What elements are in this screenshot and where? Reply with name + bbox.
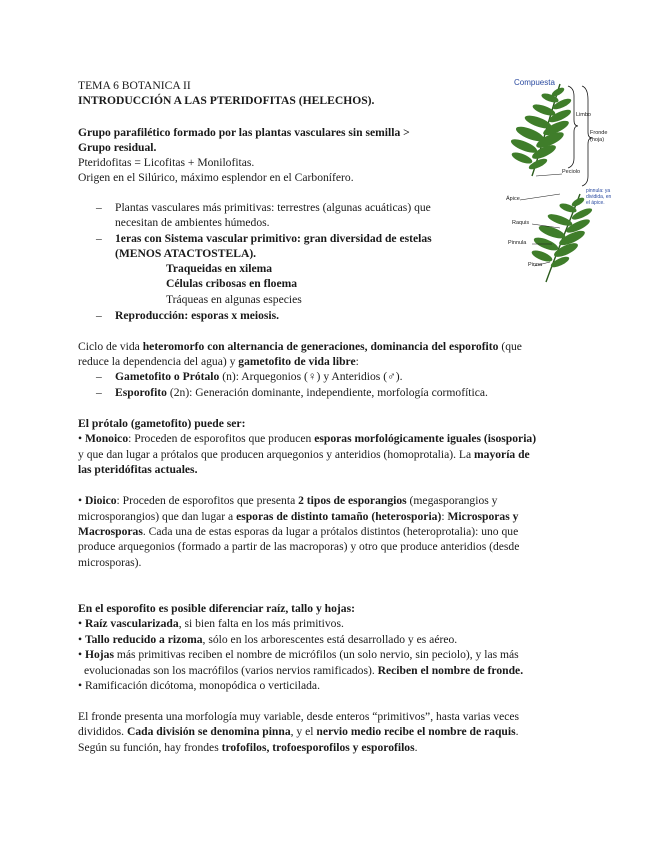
feature-1-line-2: necesitan de ambientes húmedos. <box>115 216 270 229</box>
feature-3: Reproducción: esporas x meiosis. <box>115 309 280 322</box>
apice-pointer <box>520 194 560 200</box>
protalo-heading: El prótalo (gametofito) puede ser: <box>78 417 246 430</box>
limbo-bracket <box>568 86 578 168</box>
fern-illustration <box>502 76 622 286</box>
doc-title: TEMA 6 BOTANICA II <box>78 79 191 92</box>
feature-2-line-1: 1eras con Sistema vascular primitivo: gran diversidad de estelas <box>115 232 432 245</box>
fern-frond-lower <box>530 194 593 282</box>
feature-sub-3: Tráqueas en algunas especies <box>166 293 302 306</box>
feature-sub-2: Células cribosas en floema <box>166 277 298 290</box>
label-pinnula-note: pinnula: ya dividida, en el ápice. <box>586 188 612 206</box>
fern-frond-upper <box>509 84 572 176</box>
label-raquis: Raquis <box>512 220 530 226</box>
protalo-monoico-line-2: y que dan lugar a prótalos que producen arquegonios y anteridios (homoprotalia). La mayoría de <box>78 448 530 461</box>
esporofito-ramificacion: • Ramificación dicótoma, monopódica o verticilada. <box>78 679 320 692</box>
protalo-dioico-line-2: microsporangios) que dan lugar a esporas de distinto tamaño (heterosporia): Microsporas y <box>78 510 519 523</box>
esporofito-hojas-line-2: evolucionadas son los macrófilos (varios nervios ramificados). Reciben el nombre de fronde. <box>84 664 524 677</box>
cycle-line-2: reduce la dependencia del agua) y gametofito de vida libre: <box>78 355 359 368</box>
label-peciolo: Peciolo <box>562 169 581 175</box>
intro-line-1: Grupo parafilético formado por las plantas vasculares sin semilla > <box>78 126 410 139</box>
cycle-esporofito: Esporofito (2n): Generación dominante, independiente, morfología cormofítica. <box>115 386 488 399</box>
list-dash: – <box>96 201 102 214</box>
list-dash: – <box>96 309 102 322</box>
intro-line-3: Pteridofitas = Licofitas + Monilofitas. <box>78 156 255 169</box>
label-limbo: Limbo <box>576 112 591 118</box>
label-apice: Ápice <box>506 196 520 202</box>
intro-line-4: Origen en el Silúrico, máximo esplendor en el Carbonífero. <box>78 171 354 184</box>
esporofito-tallo: • Tallo reducido a rizoma, sólo en los arborescentes está desarrollado y es aéreo. <box>78 633 458 646</box>
protalo-dioico-line-1: • Dioico: Proceden de esporofitos que presenta 2 tipos de esporangios (megasporangios y <box>78 494 498 507</box>
label-fronde: Fronde (hoja) <box>590 130 608 143</box>
feature-2-line-2: (MENOS ATACTOSTELA). <box>115 247 257 260</box>
doc-subtitle: INTRODUCCIÓN A LAS PTERIDOFITAS (HELECHOS). <box>78 94 375 107</box>
fern-diagram <box>502 76 622 286</box>
protalo-dioico-line-3: Macrosporas. Cada una de estas esporas da lugar a prótalos distintos (heteroprotalia): uno que <box>78 525 519 538</box>
cycle-line-1: Ciclo de vida heteromorfo con alternancia de generaciones, dominancia del esporofito (que <box>78 340 522 353</box>
list-dash: – <box>96 232 102 245</box>
esporofito-heading: En el esporofito es posible diferenciar raíz, tallo y hojas: <box>78 602 355 615</box>
esporofito-hojas-line-1: • Hojas más primitivas reciben el nombre de micrófilos (un solo nervio, sin peciolo), y las más <box>78 648 519 661</box>
label-pinna: Pinna <box>528 262 543 268</box>
esporofito-raiz: • Raíz vascularizada, si bien falta en los más primitivos. <box>78 617 344 630</box>
label-pinnula: Pinnula <box>508 240 527 246</box>
protalo-dioico-line-5: microsporas). <box>78 556 142 569</box>
list-dash: – <box>96 370 102 383</box>
list-dash: – <box>96 386 102 399</box>
peciolo-pointer <box>536 174 562 176</box>
intro-line-2: Grupo residual. <box>78 141 157 154</box>
feature-1-line-1: Plantas vasculares más primitivas: terrestres (algunas acuáticas) que <box>115 201 431 214</box>
fronde-line-3: Según su función, hay frondes trofofilos, trofoesporofilos y esporofilos. <box>78 741 418 754</box>
fronde-line-1: El fronde presenta una morfología muy variable, desde enteros “primitivos”, hasta varias veces <box>78 710 520 723</box>
label-compuesta: Compuesta <box>514 78 555 87</box>
protalo-monoico-line-3: las pteridófitas actuales. <box>78 463 198 476</box>
protalo-monoico-line-1: • Monoico: Proceden de esporofitos que producen esporas morfológicamente iguales (isosporia) <box>78 432 537 445</box>
cycle-gametofito: Gametofito o Prótalo (n): Arquegonios (♀) y Anteridios (♂). <box>115 370 403 383</box>
fronde-line-2: divididos. Cada división se denomina pinna, y el nervio medio recibe el nombre de raquis. <box>78 725 519 738</box>
feature-sub-1: Traqueidas en xilema <box>166 262 273 275</box>
protalo-dioico-line-4: produce arquegonios (formado a partir de las macroporas) y otro que produce anteridios (desde <box>78 540 520 553</box>
